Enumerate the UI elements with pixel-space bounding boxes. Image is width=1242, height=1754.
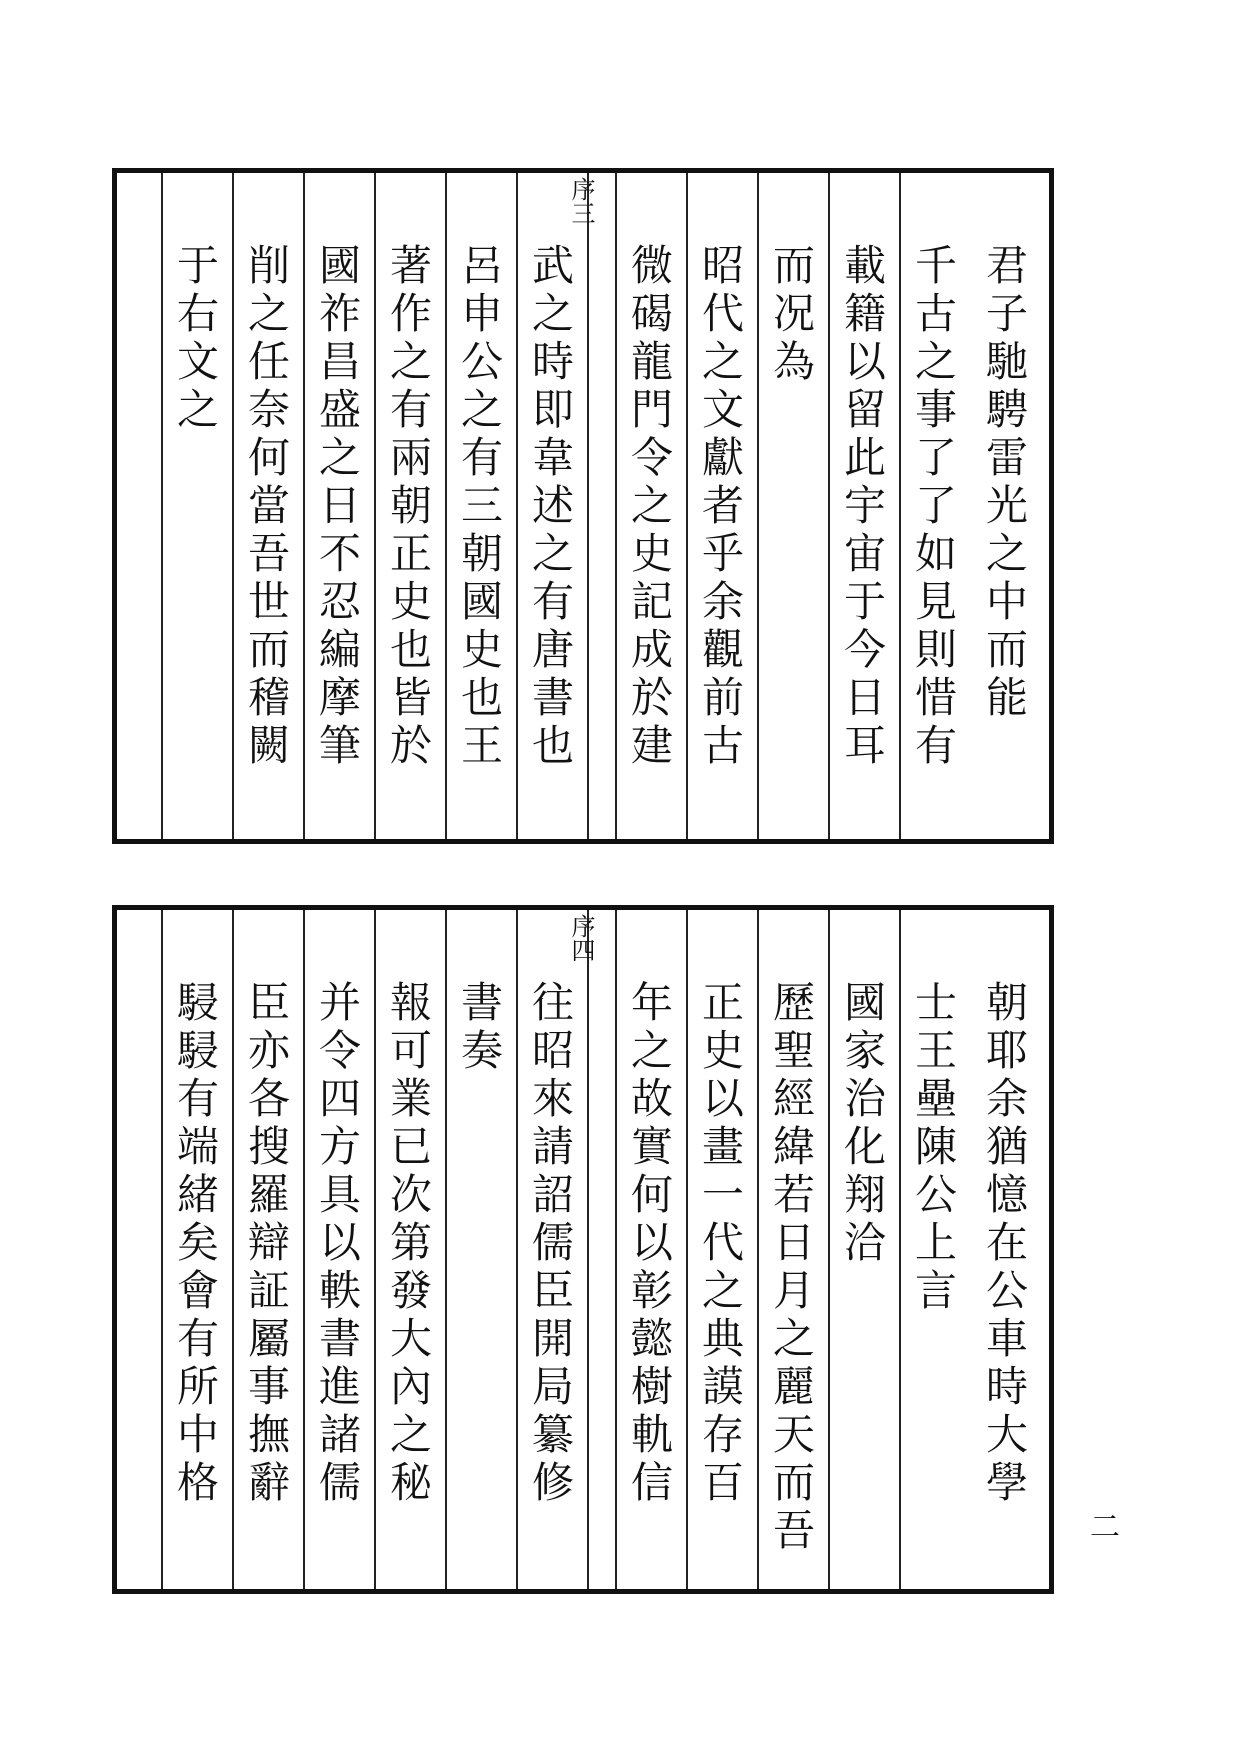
text-column <box>828 173 896 839</box>
text-column <box>516 173 584 839</box>
text-column <box>757 910 825 1589</box>
text-column <box>970 910 1038 1589</box>
column-text: 微碣龍門令之史記成於建 <box>625 243 674 771</box>
column-text: 國家治化翔洽 <box>838 980 887 1268</box>
column-text: 士王壘陳公上言 <box>909 980 958 1316</box>
text-column <box>615 910 683 1589</box>
bottom-text-panel <box>112 905 1054 1594</box>
text-column <box>303 910 371 1589</box>
text-column <box>899 173 967 839</box>
text-column <box>161 173 229 839</box>
text-column <box>757 173 825 839</box>
column-text: 國祚昌盛之日不忍編摩筆 <box>313 243 362 771</box>
text-column <box>686 173 754 839</box>
text-column <box>516 910 584 1589</box>
text-column <box>232 173 300 839</box>
column-text: 君子馳騁雷光之中而能 <box>980 243 1029 723</box>
text-column <box>374 173 442 839</box>
text-column <box>615 173 683 839</box>
column-text: 于右文之 <box>171 243 220 435</box>
column-text: 歷聖經緯若日月之麗天而吾 <box>767 980 816 1556</box>
column-text: 并令四方具以軼書進諸儒 <box>313 980 362 1508</box>
text-column <box>828 910 896 1589</box>
column-text: 削之任奈何當吾世而稽闕 <box>242 243 291 771</box>
text-column <box>445 173 513 839</box>
text-column <box>445 910 513 1589</box>
column-text: 臣亦各搜羅辯証屬事撫辭 <box>242 980 291 1508</box>
column-text: 千古之事了了如見則惜有 <box>909 243 958 771</box>
column-text: 朝耶余猶憶在公車時大學 <box>980 980 1029 1508</box>
text-column <box>899 910 967 1589</box>
margin-column <box>567 910 615 1589</box>
text-column <box>686 910 754 1589</box>
margin-label: 序四 <box>567 914 595 962</box>
margin-label: 序三 <box>567 177 595 225</box>
column-text: 而况為 <box>767 243 816 387</box>
text-column <box>161 910 229 1589</box>
page-number: 二 <box>1090 1510 1120 1545</box>
column-text: 著作之有兩朝正史也皆於 <box>384 243 433 771</box>
column-text: 武之時即韋述之有唐書也 <box>526 243 575 771</box>
column-text: 呂申公之有三朝國史也王 <box>455 243 504 771</box>
text-column <box>232 910 300 1589</box>
margin-column <box>567 173 615 839</box>
text-column <box>970 173 1038 839</box>
text-column <box>374 910 442 1589</box>
column-text: 報可業已次第發大內之秘 <box>384 980 433 1508</box>
text-column <box>303 173 371 839</box>
column-text: 昭代之文獻者乎余觀前古 <box>696 243 745 771</box>
column-text: 載籍以留此宇宙于今日耳 <box>838 243 887 771</box>
column-text: 正史以畫一代之典謨存百 <box>696 980 745 1508</box>
top-text-panel <box>112 168 1054 844</box>
column-text: 書奏 <box>455 980 504 1076</box>
column-text: 年之故實何以彰懿樹軌信 <box>625 980 674 1508</box>
column-text: 駸駸有端緒矣會有所中格 <box>171 980 220 1508</box>
column-text: 往昭來請詔儒臣開局纂修 <box>526 980 575 1508</box>
